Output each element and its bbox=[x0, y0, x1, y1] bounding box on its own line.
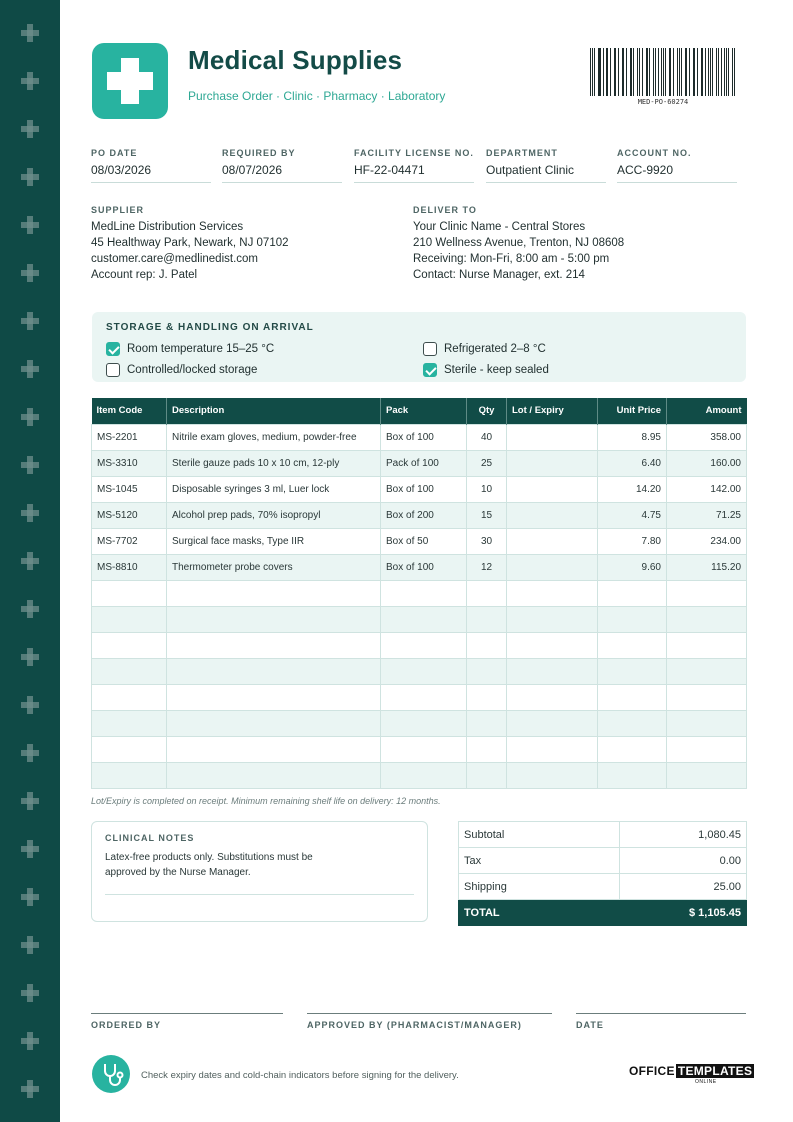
table-cell[interactable]: Nitrile exam gloves, medium, powder-free bbox=[167, 424, 381, 450]
supplier-block bbox=[91, 205, 289, 283]
plus-icon bbox=[21, 600, 39, 618]
table-cell[interactable]: Box of 100 bbox=[381, 476, 467, 502]
signature-label: DATE bbox=[576, 1020, 604, 1030]
table-cell[interactable] bbox=[598, 710, 667, 736]
barcode-bar bbox=[637, 48, 638, 96]
table-cell[interactable] bbox=[92, 736, 167, 762]
table-cell[interactable]: MS-2201 bbox=[92, 424, 167, 450]
plus-icon bbox=[21, 648, 39, 666]
plus-icon bbox=[21, 72, 39, 90]
field-po-date bbox=[91, 148, 211, 183]
barcode-bar bbox=[599, 48, 600, 96]
table-header-row bbox=[92, 398, 747, 424]
totals-label: TOTAL bbox=[459, 900, 620, 926]
table-row bbox=[92, 528, 747, 554]
table-row bbox=[92, 632, 747, 658]
table-cell[interactable] bbox=[467, 710, 507, 736]
table-cell[interactable] bbox=[381, 632, 467, 658]
table-cell[interactable]: 8.95 bbox=[598, 424, 667, 450]
table-cell[interactable] bbox=[507, 450, 598, 476]
table-cell[interactable] bbox=[507, 476, 598, 502]
table-cell[interactable] bbox=[381, 580, 467, 606]
total-row bbox=[459, 900, 747, 926]
totals-value: 0.00 bbox=[620, 848, 747, 874]
table-cell[interactable] bbox=[667, 580, 747, 606]
table-cell[interactable] bbox=[467, 762, 507, 788]
table-row bbox=[92, 762, 747, 788]
table-cell[interactable]: 12 bbox=[467, 554, 507, 580]
table-cell[interactable] bbox=[381, 606, 467, 632]
table-cell[interactable] bbox=[507, 710, 598, 736]
table-cell[interactable] bbox=[167, 606, 381, 632]
table-cell[interactable]: Pack of 100 bbox=[381, 450, 467, 476]
table-cell[interactable] bbox=[92, 606, 167, 632]
plus-icon bbox=[21, 840, 39, 858]
table-cell[interactable]: 71.25 bbox=[667, 502, 747, 528]
signature-date[interactable] bbox=[576, 1013, 746, 1030]
shipping-row bbox=[459, 874, 747, 900]
option-label: Controlled/locked storage bbox=[127, 364, 258, 376]
column-header: Amount bbox=[667, 398, 747, 424]
totals-label: Subtotal bbox=[459, 822, 620, 848]
table-cell[interactable]: 7.80 bbox=[598, 528, 667, 554]
table-cell[interactable] bbox=[167, 736, 381, 762]
sidebar bbox=[0, 0, 60, 1122]
barcode-bar bbox=[655, 48, 656, 96]
plus-icon bbox=[21, 168, 39, 186]
table-cell[interactable] bbox=[507, 554, 598, 580]
deliver-to-line: Your Clinic Name - Central Stores bbox=[413, 221, 586, 233]
table-cell[interactable] bbox=[467, 658, 507, 684]
table-cell[interactable]: Alcohol prep pads, 70% isopropyl bbox=[167, 502, 381, 528]
checkbox[interactable] bbox=[423, 342, 437, 356]
supplier-line: Account rep: J. Patel bbox=[91, 269, 198, 281]
table-row bbox=[92, 424, 747, 450]
barcode-bar bbox=[686, 48, 687, 96]
field-label: PO DATE bbox=[91, 148, 138, 158]
signature-ordered-by[interactable] bbox=[91, 1013, 283, 1030]
deliver-to-line: 210 Wellness Avenue, Trenton, NJ 08608 bbox=[413, 237, 625, 249]
table-cell[interactable]: 234.00 bbox=[667, 528, 747, 554]
storage-option-sterile[interactable] bbox=[423, 363, 549, 377]
table-cell[interactable] bbox=[167, 632, 381, 658]
brand-text: TEMPLATES bbox=[677, 1064, 753, 1078]
plus-icon bbox=[21, 360, 39, 378]
brand-text: OFFICE bbox=[629, 1064, 675, 1078]
barcode-bar bbox=[685, 48, 686, 96]
field-facility-license bbox=[354, 148, 474, 183]
table-cell[interactable]: MS-7702 bbox=[92, 528, 167, 554]
table-cell[interactable] bbox=[92, 710, 167, 736]
table-cell[interactable] bbox=[92, 580, 167, 606]
barcode-bar bbox=[716, 48, 717, 96]
plus-icon bbox=[21, 1080, 39, 1098]
divider bbox=[105, 894, 414, 895]
field-account-no bbox=[617, 148, 737, 183]
column-header: Unit Price bbox=[598, 398, 667, 424]
table-cell[interactable] bbox=[507, 502, 598, 528]
table-row bbox=[92, 684, 747, 710]
plus-icon bbox=[21, 792, 39, 810]
option-label: Room temperature 15–25 °C bbox=[127, 343, 275, 355]
barcode-bar bbox=[708, 48, 709, 96]
clinical-notes-text[interactable]: Latex-free products only. Substitutions must be approved by the Nurse Manager. bbox=[105, 852, 313, 878]
table-cell[interactable] bbox=[167, 658, 381, 684]
table-cell[interactable]: 358.00 bbox=[667, 424, 747, 450]
totals-label: Shipping bbox=[459, 874, 620, 900]
plus-icon bbox=[21, 456, 39, 474]
barcode-icon bbox=[590, 48, 736, 96]
checkbox[interactable] bbox=[106, 342, 120, 356]
barcode-bar bbox=[726, 48, 727, 96]
barcode-bar bbox=[718, 48, 719, 96]
table-cell[interactable] bbox=[381, 684, 467, 710]
table-cell[interactable]: MS-5120 bbox=[92, 502, 167, 528]
plus-icon bbox=[21, 120, 39, 138]
column-header: Pack bbox=[381, 398, 467, 424]
table-cell[interactable] bbox=[598, 762, 667, 788]
deliver-to-label: DELIVER TO bbox=[413, 205, 477, 215]
table-cell[interactable]: MS-8810 bbox=[92, 554, 167, 580]
barcode-bar bbox=[694, 48, 695, 96]
barcode-bar bbox=[633, 48, 634, 96]
stethoscope-icon bbox=[92, 1055, 130, 1093]
supplier-line: customer.care@medlinedist.com bbox=[91, 253, 258, 265]
table-cell[interactable] bbox=[667, 762, 747, 788]
table-cell[interactable] bbox=[667, 606, 747, 632]
table-cell[interactable]: 15 bbox=[467, 502, 507, 528]
barcode-bar bbox=[618, 48, 619, 96]
table-cell[interactable] bbox=[667, 710, 747, 736]
signature-label: ORDERED BY bbox=[91, 1020, 162, 1030]
storage-option-controlled[interactable] bbox=[106, 363, 257, 377]
table-cell[interactable] bbox=[507, 424, 598, 450]
option-label: Sterile - keep sealed bbox=[444, 364, 549, 376]
table-cell[interactable] bbox=[467, 580, 507, 606]
table-cell[interactable]: 30 bbox=[467, 528, 507, 554]
plus-icon bbox=[21, 408, 39, 426]
table-cell[interactable] bbox=[92, 762, 167, 788]
table-cell[interactable]: Surgical face masks, Type IIR bbox=[167, 528, 381, 554]
table-row bbox=[92, 502, 747, 528]
table-cell[interactable] bbox=[598, 632, 667, 658]
field-department bbox=[486, 148, 606, 183]
table-cell[interactable] bbox=[467, 632, 507, 658]
plus-icon bbox=[21, 984, 39, 1002]
clinical-notes-label: CLINICAL NOTES bbox=[105, 833, 195, 843]
barcode-bar bbox=[590, 48, 591, 96]
plus-icon bbox=[21, 216, 39, 234]
field-value[interactable]: 08/07/2026 bbox=[222, 163, 342, 183]
plus-icon bbox=[21, 936, 39, 954]
table-cell[interactable] bbox=[598, 580, 667, 606]
column-header: Description bbox=[167, 398, 381, 424]
table-cell[interactable] bbox=[507, 580, 598, 606]
page-title: Medical Supplies bbox=[188, 45, 403, 75]
table-cell[interactable] bbox=[598, 684, 667, 710]
items-table bbox=[91, 398, 747, 789]
table-cell[interactable]: 9.60 bbox=[598, 554, 667, 580]
signature-label: APPROVED BY (PHARMACIST/MANAGER) bbox=[307, 1020, 522, 1030]
table-cell[interactable] bbox=[381, 710, 467, 736]
table-cell[interactable]: 4.75 bbox=[598, 502, 667, 528]
storage-option-room-temp[interactable] bbox=[106, 342, 274, 356]
table-cell[interactable] bbox=[167, 762, 381, 788]
totals-value: 1,080.45 bbox=[620, 822, 747, 848]
clinical-notes-box[interactable] bbox=[91, 821, 428, 922]
plus-icon bbox=[21, 24, 39, 42]
barcode-bar bbox=[732, 48, 733, 96]
table-cell[interactable] bbox=[507, 684, 598, 710]
barcode-bar bbox=[677, 48, 678, 96]
table-cell[interactable]: 6.40 bbox=[598, 450, 667, 476]
option-label: Refrigerated 2–8 °C bbox=[444, 343, 546, 355]
storage-title: STORAGE & HANDLING ON ARRIVAL bbox=[106, 322, 314, 333]
totals-value: 25.00 bbox=[620, 874, 747, 900]
table-cell[interactable] bbox=[667, 684, 747, 710]
table-cell[interactable] bbox=[507, 528, 598, 554]
table-cell[interactable] bbox=[467, 684, 507, 710]
table-cell[interactable] bbox=[598, 736, 667, 762]
barcode-bar bbox=[670, 48, 671, 96]
plus-icon bbox=[21, 552, 39, 570]
table-cell[interactable] bbox=[507, 658, 598, 684]
medical-cross-logo-icon bbox=[92, 43, 168, 119]
table-cell[interactable]: Sterile gauze pads 10 x 10 cm, 12-ply bbox=[167, 450, 381, 476]
checkbox[interactable] bbox=[423, 363, 437, 377]
subtotal-row bbox=[459, 822, 747, 848]
table-cell[interactable] bbox=[507, 632, 598, 658]
table-row bbox=[92, 476, 747, 502]
field-label: REQUIRED BY bbox=[222, 148, 296, 158]
storage-panel bbox=[92, 312, 746, 382]
footer-text: Check expiry dates and cold-chain indicators before signing for the delivery. bbox=[141, 1070, 459, 1081]
column-header: Qty bbox=[467, 398, 507, 424]
field-value[interactable]: HF-22-04471 bbox=[354, 163, 474, 183]
lot-expiry-note: Lot/Expiry is completed on receipt. Minimum remaining shelf life on delivery: 12 months. bbox=[91, 796, 441, 806]
table-cell[interactable] bbox=[467, 736, 507, 762]
barcode-bar bbox=[610, 48, 611, 96]
table-cell[interactable] bbox=[92, 632, 167, 658]
plus-icon bbox=[21, 1032, 39, 1050]
table-cell[interactable] bbox=[381, 762, 467, 788]
field-value[interactable]: Outpatient Clinic bbox=[486, 163, 606, 183]
field-label: ACCOUNT NO. bbox=[617, 148, 692, 158]
table-row bbox=[92, 450, 747, 476]
plus-icon bbox=[21, 696, 39, 714]
table-cell[interactable] bbox=[667, 632, 747, 658]
table-cell[interactable] bbox=[167, 684, 381, 710]
table-cell[interactable]: Disposable syringes 3 ml, Luer lock bbox=[167, 476, 381, 502]
tax-row bbox=[459, 848, 747, 874]
field-label: FACILITY LICENSE NO. bbox=[354, 148, 474, 158]
table-cell[interactable] bbox=[507, 762, 598, 788]
table-cell[interactable] bbox=[507, 736, 598, 762]
plus-icon bbox=[21, 312, 39, 330]
supplier-label: SUPPLIER bbox=[91, 205, 145, 215]
table-row bbox=[92, 606, 747, 632]
table-row bbox=[92, 710, 747, 736]
column-header: Lot / Expiry bbox=[507, 398, 598, 424]
brand-logo bbox=[629, 1064, 754, 1078]
table-cell[interactable] bbox=[92, 658, 167, 684]
table-cell[interactable]: 115.20 bbox=[667, 554, 747, 580]
barcode-bar bbox=[598, 48, 599, 96]
signature-approved-by[interactable] bbox=[307, 1013, 552, 1030]
deliver-to-block bbox=[413, 205, 624, 283]
table-cell[interactable] bbox=[167, 710, 381, 736]
field-value[interactable]: 08/03/2026 bbox=[91, 163, 211, 183]
table-cell[interactable]: 160.00 bbox=[667, 450, 747, 476]
table-cell[interactable] bbox=[167, 580, 381, 606]
table-cell[interactable]: MS-1045 bbox=[92, 476, 167, 502]
table-cell[interactable]: 40 bbox=[467, 424, 507, 450]
brand-subtext: ONLINE bbox=[695, 1079, 717, 1085]
table-cell[interactable] bbox=[667, 736, 747, 762]
field-required-by bbox=[222, 148, 342, 183]
table-cell[interactable]: Box of 100 bbox=[381, 554, 467, 580]
table-row bbox=[92, 554, 747, 580]
barcode-bar bbox=[614, 48, 615, 96]
plus-icon bbox=[21, 744, 39, 762]
table-row bbox=[92, 736, 747, 762]
plus-icon bbox=[21, 504, 39, 522]
table-cell[interactable]: 25 bbox=[467, 450, 507, 476]
table-cell[interactable]: Box of 100 bbox=[381, 424, 467, 450]
deliver-to-line: Receiving: Mon-Fri, 8:00 am - 5:00 pm bbox=[413, 253, 610, 265]
column-header: Item Code bbox=[92, 398, 167, 424]
table-cell[interactable]: 10 bbox=[467, 476, 507, 502]
storage-option-refrigerated[interactable] bbox=[423, 342, 546, 356]
table-cell[interactable]: Box of 200 bbox=[381, 502, 467, 528]
plus-icon bbox=[21, 264, 39, 282]
checkbox[interactable] bbox=[106, 363, 120, 377]
table-cell[interactable] bbox=[667, 658, 747, 684]
barcode-bar bbox=[701, 48, 702, 96]
table-cell[interactable] bbox=[598, 658, 667, 684]
barcode-bar bbox=[626, 48, 627, 96]
totals-label: Tax bbox=[459, 848, 620, 874]
barcode-bar bbox=[653, 48, 654, 96]
table-row bbox=[92, 658, 747, 684]
barcode-bar bbox=[642, 48, 643, 96]
deliver-to-line: Contact: Nurse Manager, ext. 214 bbox=[413, 269, 585, 281]
barcode-number: MED-PO-60274 bbox=[637, 98, 689, 106]
table-cell[interactable] bbox=[467, 606, 507, 632]
table-cell[interactable] bbox=[381, 658, 467, 684]
table-cell[interactable]: Thermometer probe covers bbox=[167, 554, 381, 580]
plus-icon bbox=[21, 888, 39, 906]
field-value[interactable]: ACC-9920 bbox=[617, 163, 737, 183]
table-row bbox=[92, 580, 747, 606]
table-cell[interactable]: MS-3310 bbox=[92, 450, 167, 476]
table-cell[interactable] bbox=[507, 606, 598, 632]
supplier-line: 45 Healthway Park, Newark, NJ 07102 bbox=[91, 237, 289, 249]
field-label: DEPARTMENT bbox=[486, 148, 558, 158]
supplier-line: MedLine Distribution Services bbox=[91, 221, 244, 233]
totals-value: $ 1,105.45 bbox=[620, 900, 747, 926]
table-cell[interactable]: 142.00 bbox=[667, 476, 747, 502]
barcode-bar bbox=[663, 48, 664, 96]
table-cell[interactable] bbox=[381, 736, 467, 762]
page-subtitle: Purchase Order · Clinic · Pharmacy · Laboratory bbox=[188, 89, 446, 103]
table-cell[interactable]: Box of 50 bbox=[381, 528, 467, 554]
table-cell[interactable]: 14.20 bbox=[598, 476, 667, 502]
table-cell[interactable] bbox=[598, 606, 667, 632]
totals-table bbox=[458, 821, 747, 926]
table-cell[interactable] bbox=[92, 684, 167, 710]
